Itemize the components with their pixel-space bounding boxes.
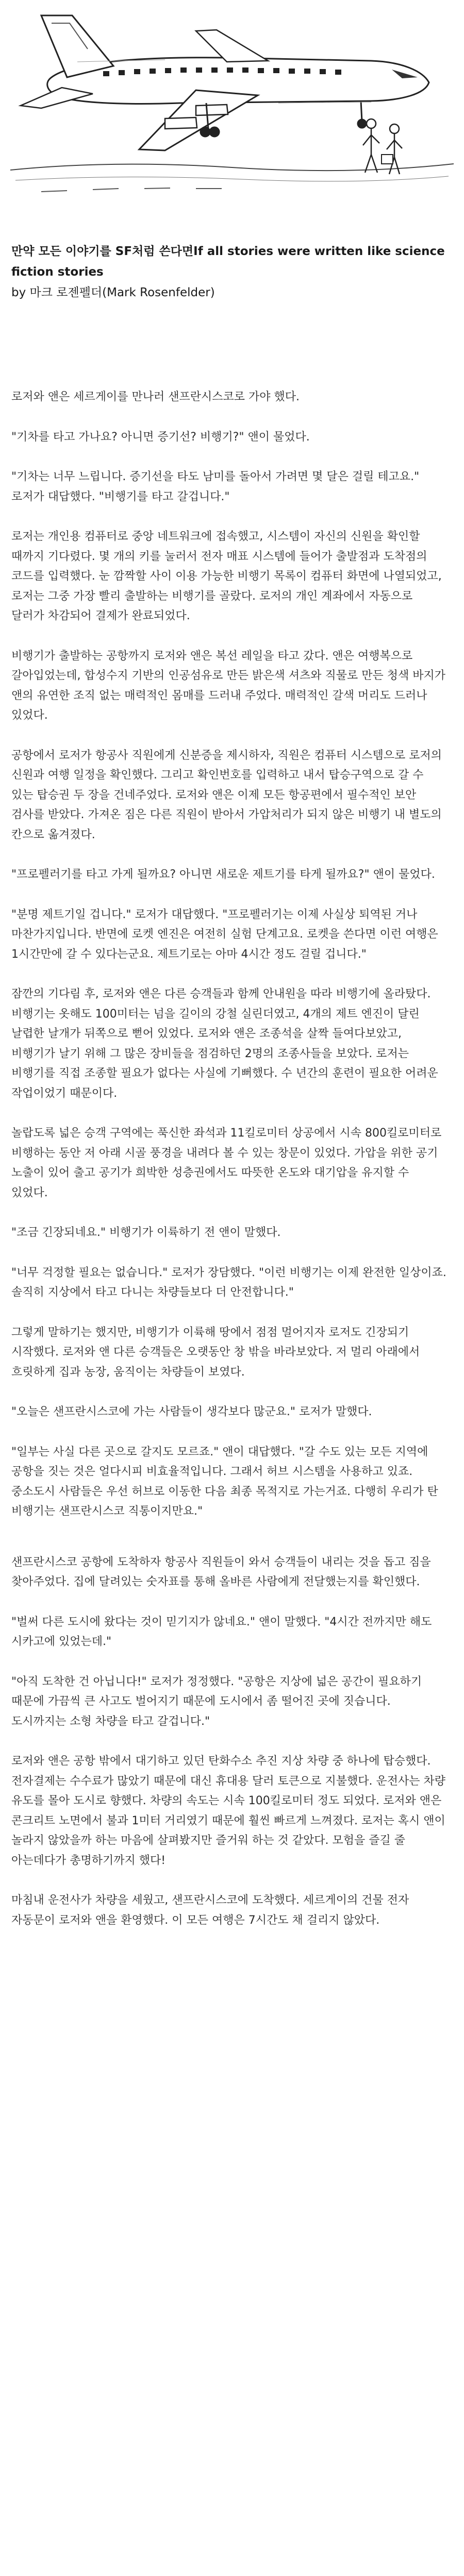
story-paragraph: 마침내 운전사가 차량을 세웠고, 샌프란시스코에 도착했다. 세르게이의 건물 전자 자동문이 로저와 앤을 환영했다. 이 모든 여행은 7시간도 채 걸리지 않았다. bbox=[11, 1894, 409, 1927]
story-paragraph: "기차를 타고 가나요? 아니면 증기선? 비행기?" 앤이 물었다. bbox=[11, 430, 310, 444]
story-paragraph: "일부는 사실 다른 곳으로 갈지도 모르죠." 앤이 대답했다. "갈 수도 있는 모든 지역에 공항을 짓는 것은 얼다시피 비효율적입니다. 그래서 허브 시스템을 사용하고 있죠. 중소도시 사람들은 우선 허브로 이동한 다음 최종 목적지로 가는거죠. 다행히 우리가 탄 비행기는 샌프란시스코 직통이지만요." bbox=[11, 1445, 438, 1518]
story-paragraph: "너무 걱정할 필요는 없습니다." 로저가 장담했다. "이런 비행기는 이제 완전한 일상이죠. 솔직히 지상에서 타고 다니는 차량들보다 더 안전합니다." bbox=[11, 1266, 446, 1299]
story-paragraph: "기차는 너무 느립니다. 증기선을 타도 남미를 돌아서 가려면 몇 달은 걸릴 테고요." 로저가 대답했다. "비행기를 타고 갈겁니다." bbox=[11, 470, 420, 503]
story-paragraph: "프로펠러기를 타고 가게 될까요? 아니면 새로운 제트기를 타게 될까요?" 앤이 물었다. bbox=[11, 868, 435, 881]
article-title: 만약 모든 이야기를 SF처럼 쓴다면If all stories were written like science fiction stories bbox=[11, 245, 445, 279]
story-paragraph: 잠깐의 기다림 후, 로저와 앤은 다른 승객들과 함께 안내원을 따라 비행기에 올라탔다. 비행기는 옷해도 100미터는 넘을 길이의 강철 실린더였고, 4개의 제트 엔진이 달린 날렵한 날개가 뒤쪽으로 뻗어 있었다. 로저와 앤은 조종석을 살짝 들여다보았고, 비행기가 날기 위해 그 많은 장비들을 점검하던 2명의 조종사들을 보았다. 로저는 비행기를 직접 조종할 필요가 없다는 사실에 기뻐했다. 수 년간의 훈련이 필요한 어려운 작업이었기 때문이다. bbox=[11, 988, 438, 1100]
story-paragraph: 공항에서 로저가 항공사 직원에게 신분증을 제시하자, 직원은 컴퓨터 시스템으로 로저의 신원과 여행 일정을 확인했다. 그리고 확인번호를 입력하고 내서 탑승구역으로 갈 수 있는 탑승권 두 장을 건네주었다. 로저와 앤은 이제 모든 항공편에서 필수적인 보안 검사를 받았다. 가져온 짐은 다른 직원이 받아서 가압처리가 되지 않은 비행기 내 별도의 칸으로 옮겨졌다. bbox=[11, 749, 442, 841]
story-paragraph: 비행기가 출발하는 공항까지 로저와 앤은 복선 레일을 타고 갔다. 앤은 여행복으로 갈아입었는데, 합성수지 기반의 인공섬유로 만든 밝은색 셔츠와 직물로 만든 청색 바지가 앤의 유연한 조직 없는 매력적인 몸매를 드러내 주었다. 매력적인 갈색 머리도 드러나 있었다. bbox=[11, 649, 445, 722]
story-paragraph: 로저와 앤은 세르게이를 만나러 샌프란시스코로 가야 했다. bbox=[11, 391, 300, 403]
story-paragraph: 놀랍도록 넓은 승객 구역에는 푹신한 좌석과 11킬로미터 상공에서 시속 800킬로미터로 비행하는 동안 저 아래 시골 풍경을 내려다 볼 수 있는 창문이 있었다. 가압을 위한 공기 노출이 있어 출고 공기가 희박한 성층권에서도 따뜻한 온도와 대기압을 유지할 수 있었다. bbox=[11, 1127, 442, 1199]
story-paragraph: "벌써 다른 도시에 왔다는 것이 믿기지가 않네요." 앤이 말했다. "4시간 전까지만 해도 시카고에 있었는데." bbox=[11, 1615, 432, 1648]
story-paragraph: "아직 도착한 건 아닙니다!" 로저가 정정했다. "공항은 지상에 넓은 공간이 필요하기 때문에 가끔씩 큰 사고도 벌어지기 때문에 도시에서 좀 떨어진 곳에 짓습니다. 도시까지는 소형 차량을 타고 갈겁니다." bbox=[11, 1675, 422, 1728]
article-byline: by 마크 로젠펠더(Mark Rosenfelder) bbox=[11, 286, 215, 299]
story-body bbox=[11, 387, 449, 1951]
story-paragraph: "조금 긴장되네요." 비행기가 이륙하기 전 앤이 말했다. bbox=[11, 1226, 281, 1239]
story-paragraph: "오늘은 샌프란시스코에 가는 사람들이 생각보다 많군요." 로저가 말했다. bbox=[11, 1405, 372, 1418]
story-paragraph: 그렇게 말하기는 했지만, 비행기가 이륙해 땅에서 점점 멀어지자 로저도 긴장되기 시작했다. 로저와 앤 다른 승객들은 오랫동안 창 밖을 바라보았다. 저 멀리 아래에서 흐릿하게 집과 농장, 움직이는 차량들이 보였다. bbox=[11, 1326, 420, 1379]
hero-airplane-illustration bbox=[10, 0, 454, 206]
story-paragraph: 로저와 앤은 공항 밖에서 대기하고 있던 탄화수소 추진 지상 차량 중 하나에 탑승했다. 전자결제는 수수료가 많았기 때문에 대신 휴대용 달러 토큰으로 지불했다. 운전사는 차량 유도를 몰아 도시로 향했다. 차량의 속도는 시속 100킬로미터 정도 되었다. 로저와 앤은 콘크리트 노면에서 불과 1미터 거리였기 때문에 훨씬 빠르게 느껴졌다. 로저는 혹시 앤이 놀라지 않았을까 하는 마음에 살펴봤지만 즐거워 하는 것 같았다. 모험을 즐길 줄 아는데다가 총명하기까지 했다! bbox=[11, 1755, 445, 1867]
story-paragraph: "분명 제트기일 겁니다." 로저가 대답했다. "프로펠러기는 이제 사실상 퇴역된 거나 마찬가지입니다. 반면에 로켓 엔진은 여전히 실험 단계고요. 로켓을 쓴다면 이런 여행은 1시간만에 갈 수 있다는군요. 제트기로는 아마 4시간 정도 걸릴 겁니다." bbox=[11, 908, 438, 961]
story-paragraph: 로저는 개인용 컴퓨터로 중앙 네트워크에 접속했고, 시스템이 자신의 신원을 확인할 때까지 기다렸다. 몇 개의 키를 눌러서 전자 매표 시스템에 들어가 출발점과 도착점의 코드를 입력했다. 눈 깜짝할 사이 이용 가능한 비행기 목록이 컴퓨터 화면에 나열되었고, 로저는 그중 가장 빨리 출발하는 비행기를 골랐다. 로저의 개인 계좌에서 자동으로 달러가 차감되어 결제가 완료되었다. bbox=[11, 530, 442, 622]
article-header bbox=[11, 241, 450, 302]
story-paragraph: 샌프란시스코 공항에 도착하자 항공사 직원들이 와서 승객들이 내리는 것을 돕고 짐을 찾아주었다. 집에 달려있는 숫자표를 통해 올바른 사람에게 전달했는지를 확인했다. bbox=[11, 1555, 431, 1588]
